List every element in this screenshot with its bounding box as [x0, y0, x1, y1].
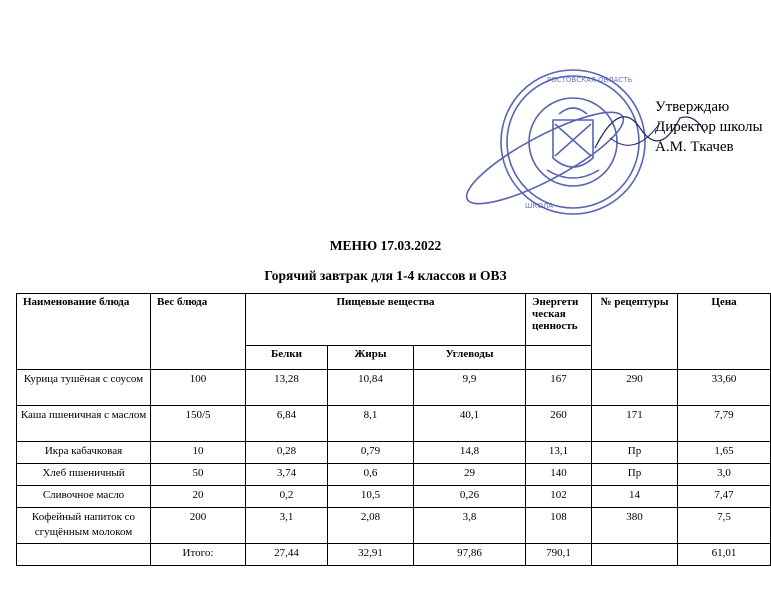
cell-price: 7,47	[678, 486, 771, 508]
cell-total-fats: 32,91	[328, 544, 414, 566]
cell-proteins: 0,2	[246, 486, 328, 508]
cell-recipe: Пр	[592, 442, 678, 464]
cell-name: Кофейный напиток со сгущённым молоком	[17, 508, 151, 544]
table-total-row	[17, 544, 771, 566]
cell-name: Хлеб пшеничный	[17, 464, 151, 486]
table-row	[17, 370, 771, 406]
cell-total-carbs: 97,86	[414, 544, 526, 566]
cell-carbs: 0,26	[414, 486, 526, 508]
cell-name: Курица тушёная с соусом	[17, 370, 151, 406]
cell-carbs: 29	[414, 464, 526, 486]
cell-proteins: 0,28	[246, 442, 328, 464]
cell-price: 7,79	[678, 406, 771, 442]
menu-table	[16, 293, 771, 566]
table-row	[17, 486, 771, 508]
cell-proteins: 3,74	[246, 464, 328, 486]
cell-price: 1,65	[678, 442, 771, 464]
col-header-name: Наименование блюда	[17, 294, 151, 370]
col-header-energy: Энергети ческая ценность	[526, 294, 592, 346]
col-header-price: Цена	[678, 294, 771, 370]
cell-price: 7,5	[678, 508, 771, 544]
page-title: МЕНЮ 17.03.2022	[329, 238, 442, 253]
cell-fats: 0,79	[328, 442, 414, 464]
cell-recipe: 171	[592, 406, 678, 442]
approval-line-position: Директор школы	[655, 119, 763, 135]
cell-energy: 108	[526, 508, 592, 544]
cell-total-price: 61,01	[678, 544, 771, 566]
cell-fats: 10,5	[328, 486, 414, 508]
cell-recipe: 14	[592, 486, 678, 508]
cell-total-recipe	[592, 544, 678, 566]
cell-fats: 2,08	[328, 508, 414, 544]
cell-name: Сливочное масло	[17, 486, 151, 508]
cell-energy: 167	[526, 370, 592, 406]
cell-recipe: Пр	[592, 464, 678, 486]
svg-text:ШКОЛА: ШКОЛА	[525, 202, 554, 210]
cell-total-proteins: 27,44	[246, 544, 328, 566]
table-row	[17, 508, 771, 544]
cell-fats: 10,84	[328, 370, 414, 406]
cell-name-empty	[17, 544, 151, 566]
cell-carbs: 9,9	[414, 370, 526, 406]
col-header-proteins: Белки	[246, 346, 328, 370]
approval-block	[655, 97, 763, 157]
table-header-row	[17, 294, 771, 346]
table-row	[17, 442, 771, 464]
cell-weight: 50	[151, 464, 246, 486]
cell-energy: 102	[526, 486, 592, 508]
cell-carbs: 40,1	[414, 406, 526, 442]
cell-weight: 150/5	[151, 406, 246, 442]
col-header-fats: Жиры	[328, 346, 414, 370]
cell-price: 33,60	[678, 370, 771, 406]
col-header-energy-empty	[526, 346, 592, 370]
cell-fats: 8,1	[328, 406, 414, 442]
cell-proteins: 13,28	[246, 370, 328, 406]
cell-weight: 20	[151, 486, 246, 508]
approval-line-name: А.М. Ткачев	[655, 139, 734, 155]
table-row	[17, 406, 771, 442]
cell-carbs: 14,8	[414, 442, 526, 464]
page-subtitle: Горячий завтрак для 1-4 классов и ОВЗ	[264, 268, 507, 283]
table-row	[17, 464, 771, 486]
cell-name: Каша пшеничная с маслом	[17, 406, 151, 442]
cell-energy: 140	[526, 464, 592, 486]
cell-carbs: 3,8	[414, 508, 526, 544]
cell-weight: 200	[151, 508, 246, 544]
cell-energy: 260	[526, 406, 592, 442]
svg-text:РОСТОВСКАЯ ОБЛАСТЬ: РОСТОВСКАЯ ОБЛАСТЬ	[547, 76, 633, 84]
cell-recipe: 290	[592, 370, 678, 406]
cell-total-label: Итого:	[151, 544, 246, 566]
cell-proteins: 6,84	[246, 406, 328, 442]
cell-total-energy: 790,1	[526, 544, 592, 566]
cell-weight: 10	[151, 442, 246, 464]
col-header-weight: Вес блюда	[151, 294, 246, 370]
cell-proteins: 3,1	[246, 508, 328, 544]
col-header-nutrients: Пищевые вещества	[246, 294, 526, 346]
cell-name: Икра кабачковая	[17, 442, 151, 464]
cell-price: 3,0	[678, 464, 771, 486]
cell-recipe: 380	[592, 508, 678, 544]
approval-line-approve: Утверждаю	[655, 99, 730, 115]
col-header-recipe: № рецептуры	[592, 294, 678, 370]
cell-energy: 13,1	[526, 442, 592, 464]
cell-weight: 100	[151, 370, 246, 406]
col-header-carbs: Углеводы	[414, 346, 526, 370]
cell-fats: 0,6	[328, 464, 414, 486]
